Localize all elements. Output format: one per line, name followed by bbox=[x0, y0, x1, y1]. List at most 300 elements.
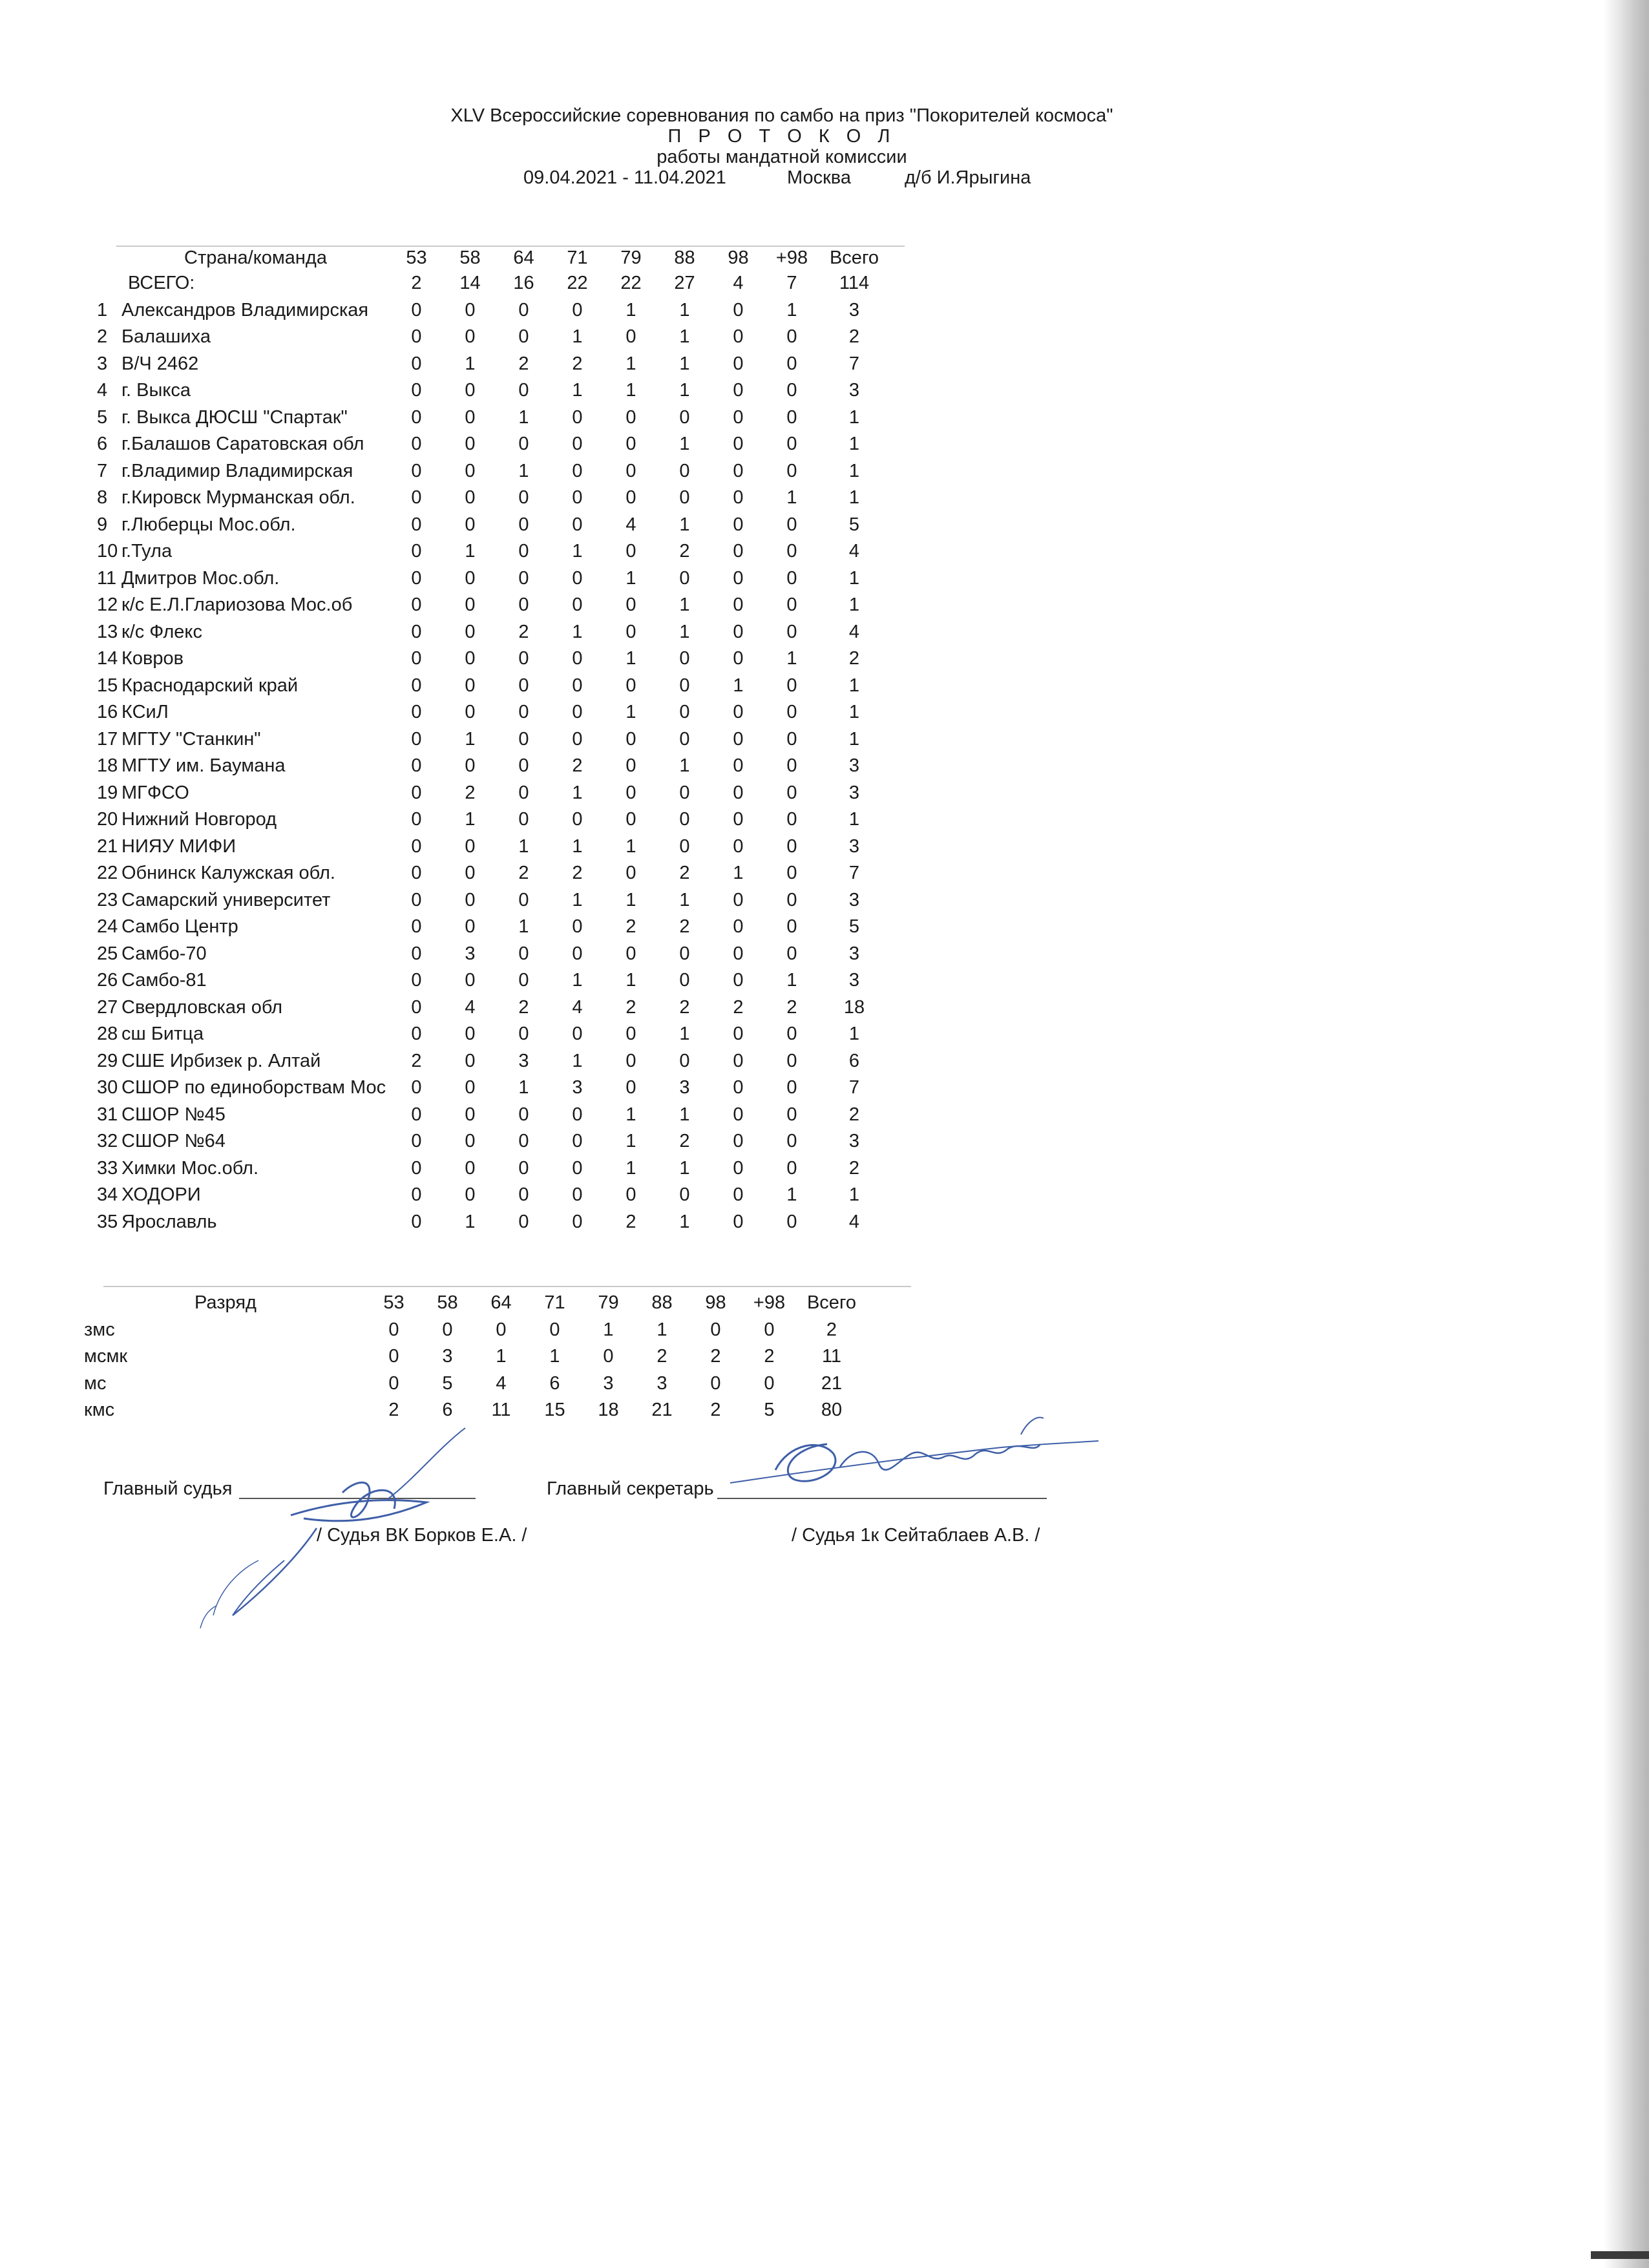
weight-count: 1 bbox=[625, 1131, 636, 1152]
weight-count: 0 bbox=[465, 970, 476, 991]
rank-count: 1 bbox=[549, 1346, 560, 1367]
weight-count: 0 bbox=[625, 326, 636, 348]
team-name: Химки Мос.обл. bbox=[121, 1157, 259, 1179]
weight-count: 0 bbox=[518, 943, 529, 964]
weight-count: 0 bbox=[411, 594, 422, 616]
team-name: КСиЛ bbox=[121, 702, 169, 723]
weight-count: 0 bbox=[411, 299, 422, 320]
rank-total: 2 bbox=[826, 1319, 837, 1340]
row-number: 16 bbox=[97, 702, 118, 723]
rank-count: 11 bbox=[491, 1400, 511, 1421]
weight-count: 0 bbox=[411, 916, 422, 938]
weight-count: 0 bbox=[679, 835, 690, 857]
table-row bbox=[97, 1182, 890, 1209]
weight-count: 0 bbox=[518, 1131, 529, 1152]
rank-count: 5 bbox=[442, 1372, 453, 1394]
weight-count: 0 bbox=[625, 943, 636, 964]
rank-name: мсмк bbox=[84, 1346, 128, 1367]
row-number: 6 bbox=[97, 434, 108, 455]
weight-count: 2 bbox=[572, 755, 583, 777]
totals-row bbox=[97, 270, 890, 297]
team-name: МГФСО bbox=[121, 782, 189, 803]
event-city: Москва bbox=[787, 167, 852, 188]
weight-count: 0 bbox=[465, 487, 476, 509]
weight-count: 0 bbox=[625, 406, 636, 428]
weight-count: 0 bbox=[786, 943, 797, 964]
document-header bbox=[323, 105, 1241, 192]
team-total: 1 bbox=[848, 567, 860, 589]
weight-count: 0 bbox=[572, 943, 583, 964]
team-name: Нижний Новгород bbox=[121, 809, 277, 830]
weight-count: 1 bbox=[518, 916, 529, 938]
weight-count: 1 bbox=[786, 1184, 797, 1206]
table-row bbox=[97, 967, 890, 994]
weight-count: 0 bbox=[518, 755, 529, 777]
weight-count: 1 bbox=[518, 1077, 529, 1098]
rank-count: 0 bbox=[764, 1372, 775, 1394]
weight-count: 0 bbox=[679, 567, 690, 589]
team-name: Ковров bbox=[121, 648, 184, 669]
row-number: 4 bbox=[97, 380, 108, 401]
weight-count: 0 bbox=[733, 1184, 744, 1206]
table-row bbox=[97, 538, 890, 565]
weight-count: 0 bbox=[411, 755, 422, 777]
team-name: Обнинск Калужская обл. bbox=[121, 863, 335, 884]
weight-count: 1 bbox=[625, 1104, 636, 1125]
weight-count: 0 bbox=[625, 541, 636, 562]
rank-count: 4 bbox=[496, 1372, 507, 1394]
weight-count: 0 bbox=[518, 567, 529, 589]
team-name: г.Балашов Саратовская обл bbox=[121, 434, 364, 455]
team-total: 7 bbox=[848, 1077, 860, 1098]
weight-count: 0 bbox=[733, 326, 744, 348]
row-number: 12 bbox=[97, 594, 118, 616]
weight-count: 0 bbox=[733, 353, 744, 374]
rank-name: змс bbox=[84, 1319, 115, 1340]
weight-count: 0 bbox=[786, 434, 797, 455]
team-name: г.Тула bbox=[121, 541, 173, 562]
table-row bbox=[97, 297, 890, 324]
weight-count: 0 bbox=[465, 648, 476, 669]
team-total: 1 bbox=[848, 1024, 860, 1045]
weight-count: 1 bbox=[733, 863, 744, 884]
weight-count: 0 bbox=[625, 809, 636, 830]
weight-count: 2 bbox=[518, 863, 529, 884]
rank-table bbox=[84, 1290, 867, 1424]
weight-count: 0 bbox=[572, 728, 583, 750]
weight-count: 0 bbox=[625, 594, 636, 616]
weight-count: 0 bbox=[625, 782, 636, 803]
weight-count: 0 bbox=[625, 755, 636, 777]
table-row bbox=[97, 351, 890, 378]
weight-count: 0 bbox=[465, 1050, 476, 1071]
table-row bbox=[97, 780, 890, 807]
row-number: 17 bbox=[97, 728, 118, 750]
total-cell: 2 bbox=[411, 273, 422, 294]
weight-count: 0 bbox=[786, 728, 797, 750]
weight-count: 1 bbox=[679, 1104, 690, 1125]
team-total: 4 bbox=[848, 1211, 860, 1232]
weight-count: 0 bbox=[733, 835, 744, 857]
team-total: 5 bbox=[848, 514, 860, 535]
weight-count: 0 bbox=[572, 916, 583, 938]
totals-label: ВСЕГО: bbox=[128, 273, 195, 294]
weight-count: 0 bbox=[518, 889, 529, 910]
weight-count: 0 bbox=[572, 1184, 583, 1206]
team-total: 5 bbox=[848, 916, 860, 938]
team-name: СШЕ Ирбизек р. Алтай bbox=[121, 1050, 321, 1071]
weight-count: 1 bbox=[679, 889, 690, 910]
rank-count: 1 bbox=[656, 1319, 667, 1340]
weight-count: 0 bbox=[679, 782, 690, 803]
weight-count: 0 bbox=[518, 434, 529, 455]
table-row bbox=[97, 1048, 890, 1075]
weight-count: 0 bbox=[625, 1184, 636, 1206]
team-total: 6 bbox=[848, 1050, 860, 1071]
weight-count: 0 bbox=[679, 809, 690, 830]
rank-count: 3 bbox=[603, 1372, 614, 1394]
weight-count: 1 bbox=[625, 702, 636, 723]
weight-count: 0 bbox=[572, 406, 583, 428]
rank-column-header: 53 bbox=[383, 1292, 404, 1314]
weight-count: 0 bbox=[572, 648, 583, 669]
weight-count: 1 bbox=[572, 380, 583, 401]
scan-corner-mark bbox=[1591, 2251, 1649, 2259]
weight-count: 0 bbox=[625, 863, 636, 884]
weight-count: 0 bbox=[465, 675, 476, 696]
table-row bbox=[97, 726, 890, 753]
weight-count: 0 bbox=[411, 1024, 422, 1045]
weight-count: 0 bbox=[465, 326, 476, 348]
weight-count: 0 bbox=[465, 916, 476, 938]
team-total: 3 bbox=[848, 835, 860, 857]
row-number: 7 bbox=[97, 460, 108, 481]
weight-count: 0 bbox=[411, 434, 422, 455]
weight-count: 0 bbox=[786, 1104, 797, 1125]
weight-count: 0 bbox=[411, 1184, 422, 1206]
total-cell: 4 bbox=[733, 273, 744, 294]
team-name: г.Люберцы Мос.обл. bbox=[121, 514, 296, 535]
weight-count: 2 bbox=[572, 863, 583, 884]
weight-count: 0 bbox=[465, 434, 476, 455]
weight-count: 1 bbox=[625, 889, 636, 910]
team-name: к/с Флекс bbox=[121, 621, 202, 642]
rank-count: 0 bbox=[442, 1319, 453, 1340]
table-row bbox=[97, 860, 890, 887]
weight-count: 2 bbox=[518, 996, 529, 1018]
weight-count: 0 bbox=[625, 1077, 636, 1098]
weight-count: 1 bbox=[786, 487, 797, 509]
row-number: 20 bbox=[97, 809, 118, 830]
table-row bbox=[97, 834, 890, 861]
table-row bbox=[97, 994, 890, 1022]
weight-count: 0 bbox=[411, 835, 422, 857]
total-cell: 22 bbox=[567, 273, 588, 294]
team-total: 1 bbox=[848, 675, 860, 696]
weight-count: 0 bbox=[411, 863, 422, 884]
weight-count: 0 bbox=[679, 487, 690, 509]
weight-count: 0 bbox=[518, 648, 529, 669]
weight-count: 0 bbox=[572, 1157, 583, 1179]
weight-count: 1 bbox=[786, 299, 797, 320]
weight-count: 0 bbox=[465, 835, 476, 857]
weight-count: 0 bbox=[733, 487, 744, 509]
weight-count: 0 bbox=[733, 916, 744, 938]
table-row bbox=[97, 512, 890, 539]
weight-count: 0 bbox=[572, 1104, 583, 1125]
row-number: 8 bbox=[97, 487, 108, 509]
weight-count: 0 bbox=[786, 514, 797, 535]
weight-count: 0 bbox=[625, 1050, 636, 1071]
weight-count: 0 bbox=[786, 406, 797, 428]
team-total: 3 bbox=[848, 299, 860, 320]
rank-row bbox=[84, 1370, 867, 1398]
weight-count: 0 bbox=[411, 782, 422, 803]
weight-count: 1 bbox=[679, 353, 690, 374]
weight-count: 0 bbox=[518, 809, 529, 830]
weight-count: 0 bbox=[786, 1131, 797, 1152]
row-number: 19 bbox=[97, 782, 118, 803]
weight-count: 1 bbox=[572, 621, 583, 642]
column-header: Всего bbox=[829, 247, 879, 268]
weight-count: 0 bbox=[572, 460, 583, 481]
weight-count: 0 bbox=[465, 594, 476, 616]
team-total: 3 bbox=[848, 970, 860, 991]
rank-count: 1 bbox=[496, 1346, 507, 1367]
team-name: г. Выкса bbox=[121, 380, 191, 401]
weight-count: 3 bbox=[465, 943, 476, 964]
weight-count: 0 bbox=[786, 675, 797, 696]
weight-count: 1 bbox=[679, 755, 690, 777]
weight-count: 0 bbox=[465, 514, 476, 535]
rank-total: 11 bbox=[821, 1346, 842, 1367]
event-venue: д/б И.Ярыгина bbox=[905, 167, 1031, 188]
rank-column-header: Всего bbox=[806, 1292, 857, 1314]
column-header: +98 bbox=[775, 247, 808, 268]
team-total: 1 bbox=[848, 728, 860, 750]
weight-count: 0 bbox=[465, 621, 476, 642]
total-cell: 27 bbox=[674, 273, 695, 294]
weight-count: 1 bbox=[679, 621, 690, 642]
total-cell: 14 bbox=[459, 273, 481, 294]
weight-count: 0 bbox=[465, 1024, 476, 1045]
weight-count: 0 bbox=[572, 1131, 583, 1152]
weight-count: 0 bbox=[733, 567, 744, 589]
table-row bbox=[97, 887, 890, 914]
weight-count: 0 bbox=[625, 1024, 636, 1045]
weight-count: 0 bbox=[411, 728, 422, 750]
rank-count: 2 bbox=[764, 1346, 775, 1367]
team-name: СШОР по единоборствам Мос bbox=[121, 1077, 386, 1098]
team-total: 3 bbox=[848, 755, 860, 777]
team-total: 2 bbox=[848, 1104, 860, 1125]
table-row bbox=[97, 1075, 890, 1102]
chief-secretary-signature bbox=[717, 1409, 1105, 1506]
table-row bbox=[97, 565, 890, 593]
weight-count: 1 bbox=[625, 567, 636, 589]
weight-count: 2 bbox=[733, 996, 744, 1018]
weight-count: 0 bbox=[465, 1184, 476, 1206]
team-total: 1 bbox=[848, 460, 860, 481]
weight-count: 0 bbox=[733, 702, 744, 723]
team-total: 1 bbox=[848, 594, 860, 616]
weight-count: 1 bbox=[572, 326, 583, 348]
weight-count: 1 bbox=[625, 835, 636, 857]
weight-count: 1 bbox=[625, 380, 636, 401]
row-number: 35 bbox=[97, 1211, 118, 1232]
weight-count: 0 bbox=[786, 1077, 797, 1098]
weight-count: 1 bbox=[572, 541, 583, 562]
team-total: 1 bbox=[848, 1184, 860, 1206]
weight-count: 0 bbox=[786, 1157, 797, 1179]
weight-count: 1 bbox=[625, 970, 636, 991]
protocol-subtitle: работы мандатной комиссии bbox=[656, 147, 907, 167]
weight-count: 2 bbox=[679, 996, 690, 1018]
row-number: 11 bbox=[97, 567, 117, 589]
weight-count: 2 bbox=[625, 996, 636, 1018]
weight-count: 0 bbox=[572, 299, 583, 320]
chief-judge-name: / Судья ВК Борков Е.А. / bbox=[317, 1525, 527, 1546]
table-row bbox=[97, 1128, 890, 1155]
weight-count: 0 bbox=[518, 514, 529, 535]
team-name: ХОДОРИ bbox=[121, 1184, 201, 1206]
weight-count: 0 bbox=[465, 460, 476, 481]
team-name: Самарский университет bbox=[121, 889, 331, 910]
weight-count: 0 bbox=[625, 487, 636, 509]
weight-count: 0 bbox=[518, 675, 529, 696]
weight-count: 0 bbox=[572, 567, 583, 589]
chief-secretary-name: / Судья 1к Сейтаблаев А.В. / bbox=[792, 1525, 1040, 1546]
weight-count: 0 bbox=[572, 809, 583, 830]
rank-row bbox=[84, 1343, 867, 1370]
team-name: г. Выкса ДЮСШ "Спартак" bbox=[121, 406, 348, 428]
weight-count: 0 bbox=[411, 970, 422, 991]
weight-count: 0 bbox=[733, 648, 744, 669]
weight-count: 0 bbox=[786, 809, 797, 830]
weight-count: 0 bbox=[733, 1131, 744, 1152]
rank-column-header: +98 bbox=[753, 1292, 786, 1314]
weight-count: 0 bbox=[411, 1211, 422, 1232]
weight-count: 2 bbox=[518, 621, 529, 642]
rank-count: 0 bbox=[710, 1319, 721, 1340]
team-total: 7 bbox=[848, 863, 860, 884]
weight-count: 0 bbox=[679, 702, 690, 723]
weight-count: 0 bbox=[733, 1104, 744, 1125]
weight-count: 0 bbox=[679, 648, 690, 669]
weight-count: 0 bbox=[733, 1211, 744, 1232]
row-number: 15 bbox=[97, 675, 118, 696]
row-number: 29 bbox=[97, 1050, 118, 1071]
weight-count: 0 bbox=[733, 1024, 744, 1045]
weight-count: 0 bbox=[411, 943, 422, 964]
teams-table bbox=[97, 246, 890, 1235]
table-row bbox=[97, 673, 890, 700]
rank-count: 6 bbox=[442, 1400, 453, 1421]
team-total: 1 bbox=[848, 702, 860, 723]
team-total: 3 bbox=[848, 1131, 860, 1152]
weight-count: 0 bbox=[518, 326, 529, 348]
rank-column-header: 98 bbox=[705, 1292, 726, 1314]
team-name: г.Кировск Мурманская обл. bbox=[121, 487, 355, 509]
weight-count: 0 bbox=[733, 1077, 744, 1098]
weight-count: 1 bbox=[572, 835, 583, 857]
team-total: 1 bbox=[848, 487, 860, 509]
rank-count: 0 bbox=[710, 1372, 721, 1394]
column-header: 53 bbox=[406, 247, 427, 268]
weight-count: 0 bbox=[411, 889, 422, 910]
row-number: 34 bbox=[97, 1184, 118, 1206]
rank-count: 0 bbox=[388, 1346, 399, 1367]
weight-count: 0 bbox=[786, 1050, 797, 1071]
weight-count: 0 bbox=[465, 299, 476, 320]
weight-count: 4 bbox=[625, 514, 636, 535]
team-name: Свердловская обл bbox=[121, 996, 283, 1018]
team-total: 3 bbox=[848, 943, 860, 964]
rank-count: 3 bbox=[656, 1372, 667, 1394]
weight-count: 0 bbox=[572, 675, 583, 696]
weight-count: 1 bbox=[518, 460, 529, 481]
table-row bbox=[97, 1102, 890, 1129]
rank-count: 2 bbox=[710, 1346, 721, 1367]
team-total: 18 bbox=[843, 996, 865, 1018]
team-name: Александров Владимирская bbox=[121, 299, 369, 320]
rank-column-header: 71 bbox=[544, 1292, 565, 1314]
column-header: 88 bbox=[674, 247, 695, 268]
team-name: СШОР №64 bbox=[121, 1131, 226, 1152]
weight-count: 0 bbox=[679, 970, 690, 991]
weight-count: 0 bbox=[733, 434, 744, 455]
weight-count: 0 bbox=[518, 1211, 529, 1232]
weight-count: 0 bbox=[411, 1131, 422, 1152]
weight-count: 0 bbox=[572, 514, 583, 535]
weight-count: 0 bbox=[679, 1050, 690, 1071]
weight-count: 2 bbox=[411, 1050, 422, 1071]
weight-count: 0 bbox=[786, 460, 797, 481]
weight-count: 0 bbox=[679, 406, 690, 428]
weight-count: 0 bbox=[518, 487, 529, 509]
weight-count: 1 bbox=[733, 675, 744, 696]
weight-count: 0 bbox=[786, 863, 797, 884]
dateline bbox=[323, 167, 1241, 192]
weight-count: 0 bbox=[625, 460, 636, 481]
rank-count: 1 bbox=[603, 1319, 614, 1340]
table-row bbox=[97, 324, 890, 351]
team-total: 2 bbox=[848, 648, 860, 669]
column-header: 71 bbox=[567, 247, 588, 268]
weight-count: 1 bbox=[625, 1157, 636, 1179]
weight-count: 1 bbox=[786, 648, 797, 669]
weight-count: 1 bbox=[518, 835, 529, 857]
total-cell: 114 bbox=[839, 273, 870, 294]
team-name: Самбо Центр bbox=[121, 916, 238, 938]
table-row bbox=[97, 646, 890, 673]
row-number: 31 bbox=[97, 1104, 118, 1125]
weight-count: 0 bbox=[465, 1157, 476, 1179]
weight-count: 1 bbox=[679, 434, 690, 455]
weight-count: 0 bbox=[733, 809, 744, 830]
table-row bbox=[97, 485, 890, 512]
weight-count: 2 bbox=[679, 541, 690, 562]
rank-count: 0 bbox=[603, 1346, 614, 1367]
weight-count: 4 bbox=[465, 996, 476, 1018]
weight-count: 1 bbox=[625, 299, 636, 320]
row-number: 3 bbox=[97, 353, 108, 374]
weight-count: 0 bbox=[625, 434, 636, 455]
row-number: 10 bbox=[97, 541, 118, 562]
weight-count: 0 bbox=[625, 675, 636, 696]
weight-count: 0 bbox=[679, 1184, 690, 1206]
weight-count: 1 bbox=[786, 970, 797, 991]
